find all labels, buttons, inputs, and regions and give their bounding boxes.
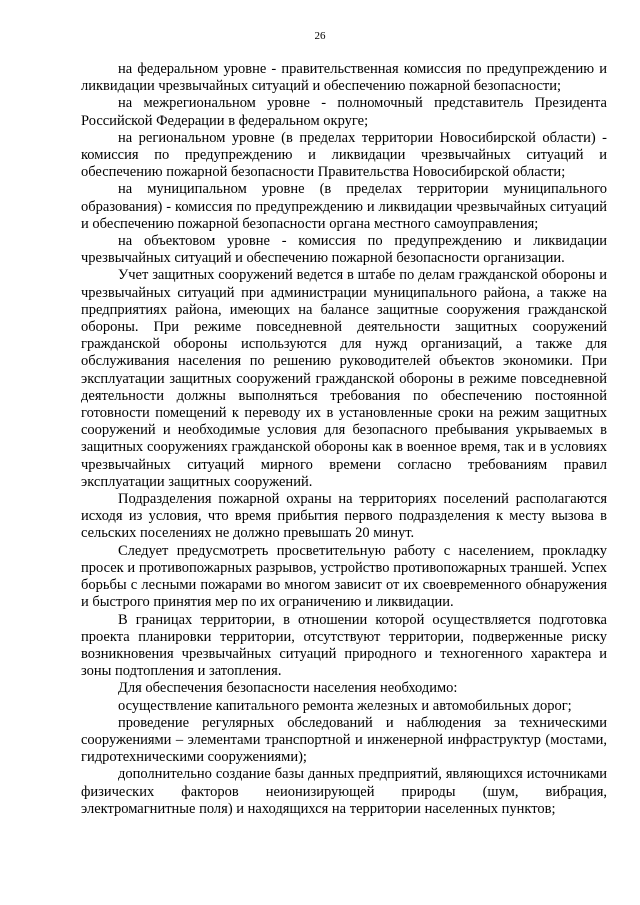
paragraph-fire-units: Подразделения пожарной охраны на территориях поселений располагаются исходя из условия, что время прибытия первого подразделения к месту вызова в сельских поселениях не должно превышать 20 минут. [81, 491, 607, 542]
paragraph-enterprise-database: дополнительно создание базы данных предприятий, являющихся источниками физических факторов неионизирующей природы (шум, вибрация, электромагнитные поля) и находящихся на территории населенных пунктов; [81, 766, 607, 817]
paragraph-municipal-level: на муниципальном уровне (в пределах территории муниципального образования) - комиссия по предупреждению и ликвидации чрезвычайных ситуаций и обеспечению пожарной безопасности органа местного самоуправления; [81, 181, 607, 232]
paragraph-protective-structures: Учет защитных сооружений ведется в штабе по делам гражданской обороны и чрезвычайных ситуаций при администрации муниципального района, а также на предприятиях района, имеющих на балансе защитные сооружения гражданской обороны. При режиме повседневной деятельности защитных сооружений гражданской обороны используются для нужд организаций, а также для обслуживания населения по решению руководителей объектов экономики. При эксплуатации защитных сооружений гражданской обороны в режиме повседневной деятельности должны выполняться требования по обеспечению постоянной готовности помещений к переводу их в установленные сроки на режим защитных сооружений и необходимые условия для безопасного пребывания укрываемых в защитных сооружениях гражданской обороны как в военное время, так и в условиях чрезвычайных ситуаций мирного времени согласно требованиям правил эксплуатации защитных сооружений. [81, 267, 607, 490]
paragraph-forest-fires: Следует предусмотреть просветительную работу с населением, прокладку просек и противопожарных разрывов, устройство противопожарных траншей. Успех борьбы с лесными пожарами во многом зависит от их своевременного обнаружения и быстрого принятия мер по их ограничению и ликвидации. [81, 542, 607, 611]
paragraph-object-level: на объектовом уровне - комиссия по предупреждению и ликвидации чрезвычайных ситуаций и обеспечению пожарной безопасности организации. [81, 233, 607, 267]
paragraph-planning-territory: В границах территории, в отношении которой осуществляется подготовка проекта планировки территории, отсутствуют территории, подверженные риску возникновения чрезвычайных ситуаций природного и техногенного характера и зоны подтопления и затопления. [81, 611, 607, 680]
paragraph-structure-inspection: проведение регулярных обследований и наблюдения за техническими сооружениями – элементами транспортной и инженерной инфраструктур (мостами, гидротехническими сооружениями); [81, 714, 607, 766]
page-number: 26 [314, 30, 326, 42]
paragraph-interregional-level: на межрегиональном уровне - полномочный представитель Президента Российской Федерации в федеральном округе; [81, 95, 607, 129]
document-body [81, 61, 607, 818]
paragraph-regional-level: на региональном уровне (в пределах территории Новосибирской области) - комиссия по предупреждению и ликвидации чрезвычайных ситуаций и обеспечению пожарной безопасности Правительства Новосибирской области; [81, 129, 607, 181]
paragraph-federal-level: на федеральном уровне - правительственная комиссия по предупреждению и ликвидации чрезвычайных ситуаций и обеспечению пожарной безопасности; [81, 61, 607, 95]
paragraph-safety-requirements-intro: Для обеспечения безопасности населения необходимо: [118, 680, 458, 697]
paragraph-road-repair: осуществление капитального ремонта железных и автомобильных дорог; [118, 697, 572, 714]
